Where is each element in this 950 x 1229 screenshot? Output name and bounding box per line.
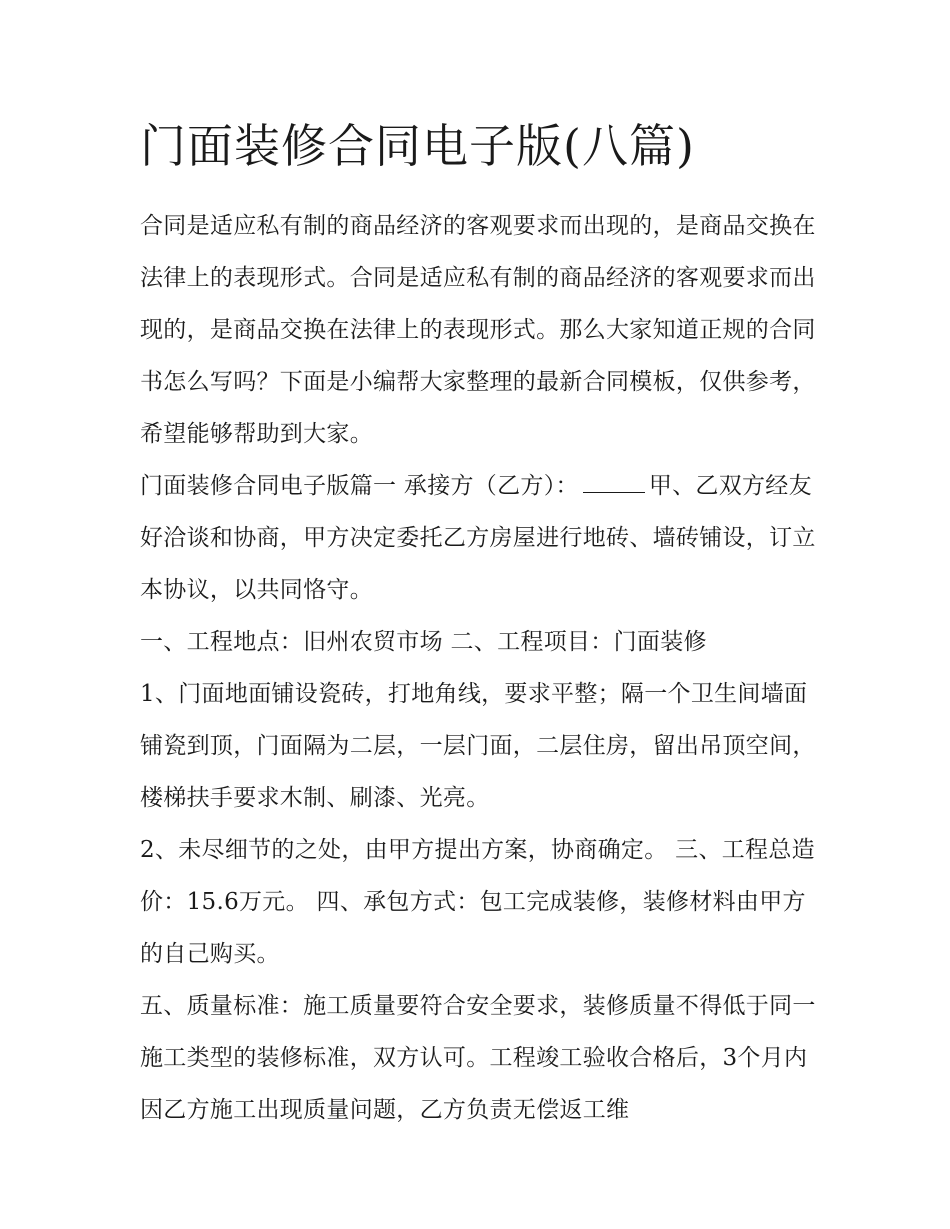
clause-price-method: 2、未尽细节的之处，由甲方提出方案，协商确定。 三、工程总造价：15.6万元。 四、承包方式：包工完成装修，装修材料由甲方的自己购买。 xyxy=(140,837,815,967)
section-one-body: 甲、乙双方经友好洽谈和协商，甲方决定委托乙方房屋进行地砖、墙砖铺设，订立本协议，以共同恪守。 xyxy=(140,473,816,603)
document-page xyxy=(140,110,820,1136)
section-one-lead: 门面装修合同电子版篇一 承接方（乙方）： xyxy=(140,473,579,499)
party-b-blank-line xyxy=(583,470,645,493)
clause-quality: 五、质量标准：施工质量要符合安全要求，装修质量不得低于同一施工类型的装修标准，双方认可。工程竣工验收合格后，3个月内因乙方施工出现质量问题，乙方负责无偿返工维 xyxy=(140,993,816,1123)
document-title: 门面装修合同电子版(八篇) xyxy=(140,119,695,173)
clause-scope: 1、门面地面铺设瓷砖，打地角线，要求平整；隔一个卫生间墙面铺瓷到顶，门面隔为二层，一层门面，二层住房，留出吊顶空间，楼梯扶手要求木制、刷漆、光亮。 xyxy=(140,681,816,811)
intro-paragraph: 合同是适应私有制的商品经济的客观要求而出现的，是商品交换在法律上的表现形式。合同是适应私有制的商品经济的客观要求而出现的，是商品交换在法律上的表现形式。那么大家知道正规的合同书怎么写吗？下面是小编帮大家整理的最新合同模板，仅供参考，希望能够帮助到大家。 xyxy=(140,213,816,447)
clause-location-project: 一、工程地点：旧州农贸市场 二、工程项目：门面装修 xyxy=(140,629,707,655)
section-one-paragraph xyxy=(140,460,820,616)
